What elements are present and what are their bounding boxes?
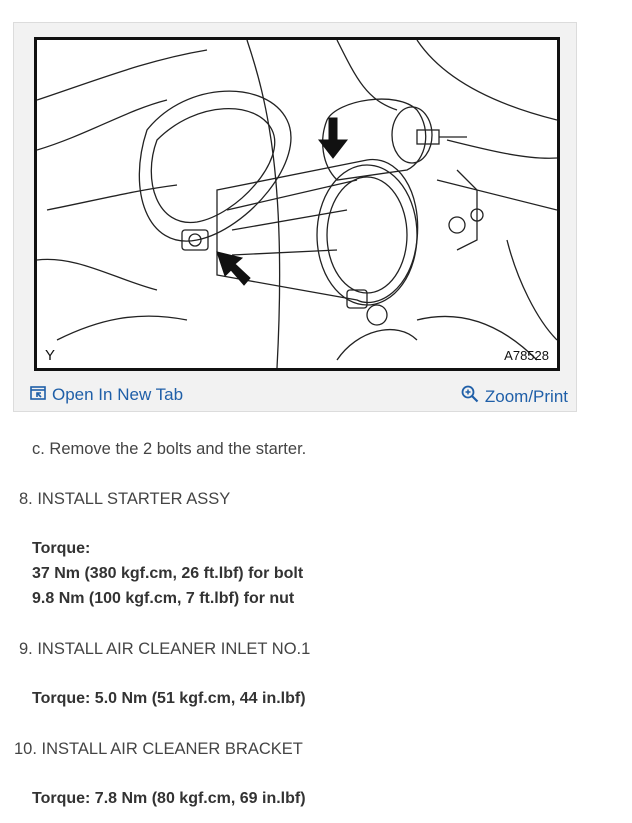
figure-card xyxy=(13,22,577,412)
step-10-title: 10. INSTALL AIR CLEANER BRACKET xyxy=(14,740,303,758)
starter-illustration xyxy=(37,40,557,368)
step-8-torque-nut: 9.8 Nm (100 kgf.cm, 7 ft.lbf) for nut xyxy=(32,590,295,607)
step-8-torque-label: Torque: xyxy=(32,540,91,557)
starter-diagram[interactable] xyxy=(34,37,560,371)
step-10-torque: Torque: 7.8 Nm (80 kgf.cm, 69 in.lbf) xyxy=(32,790,306,807)
open-in-new-tab-link[interactable] xyxy=(30,385,183,405)
remove-bolts-instruction: c. Remove the 2 bolts and the starter. xyxy=(32,440,307,458)
open-in-new-tab-icon xyxy=(30,385,46,405)
zoom-print-label: Zoom/Print xyxy=(484,386,568,406)
figure-id: A78528 xyxy=(504,348,549,363)
step-8-title: 8. INSTALL STARTER ASSY xyxy=(19,490,231,508)
step-8-torque-bolt: 37 Nm (380 kgf.cm, 26 ft.lbf) for bolt xyxy=(32,565,304,582)
zoom-icon xyxy=(461,385,479,408)
view-letter: Y xyxy=(45,347,56,364)
step-9-title: 9. INSTALL AIR CLEANER INLET NO.1 xyxy=(19,640,311,658)
zoom-print-link[interactable] xyxy=(461,385,568,408)
step-9-torque: Torque: 5.0 Nm (51 kgf.cm, 44 in.lbf) xyxy=(32,690,306,707)
open-in-new-tab-label: Open In New Tab xyxy=(52,385,184,404)
